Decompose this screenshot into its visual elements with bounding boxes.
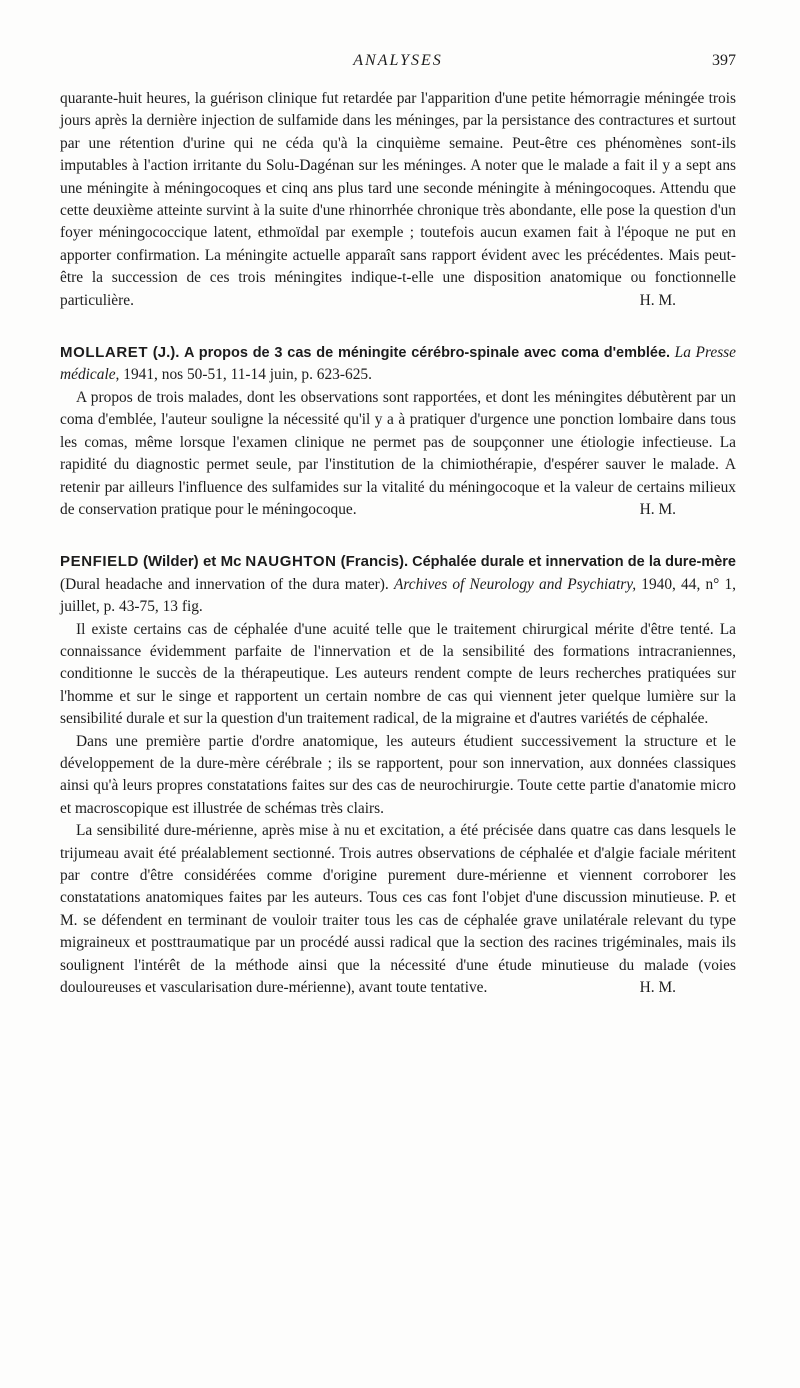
article-heading <box>60 551 736 618</box>
running-header <box>60 52 736 74</box>
article-mollaret <box>60 342 736 521</box>
author-firstname: (J.). <box>152 344 180 362</box>
article-penfield <box>60 551 736 999</box>
article-paragraph: Il existe certains cas de céphalée d'une acuité telle que le traitement chirurgical mérite d'être tenté. La connaissance évidemment parfaite de l'innervation et de la sensibilité des formations intracraniennes, conditionne le succès de la thérapeutique. Les auteurs rendent compte de leurs recherches pratiquées sur l'homme et sur le singe et rapportent un certain nombre de cas qui viennent jeter quelque lumière sur la sensibilité durale et sur la question d'un traitement radical, de la migraine et d'autres variétés de céphalée. <box>60 620 736 728</box>
article-paragraph <box>60 820 736 999</box>
title-translation: (Dural headache and innervation of the dura mater). <box>60 575 389 593</box>
intro-signature: H. M. <box>639 291 676 309</box>
page-body <box>60 88 736 999</box>
intro-text: quarante-huit heures, la guérison clinique fut retardée par l'apparition d'une petite hémorragie méningée trois jours après la dernière injection de sulfamide dans les méninges, par la persistance des contractures et surtout par une rétention d'urine qui ne céda qu'à la cinquième semaine. Peut-être ces phénomènes sont-ils imputables à l'action irritante du Solu-Dagénan sur les méninges. A noter que le malade a fait il y a sept ans une méningite à méningocoques et cinq ans plus tard une seconde méningite à méningocoques. Attendu que cette deuxième atteinte survint à la suite d'une rhinorrhée chronique très abondante, elle pose la question d'un foyer méningococcique latent, ethmoïdal par exemple ; toutefois aucun examen fait à l'époque ne put en apporter confirmation. La méningite actuelle apparaît sans rapport évident avec les précédentes. Mais peut-être la succession de ces trois méningites indique-t-elle une disposition anatomique ou fonctionnelle particulière. <box>60 90 736 309</box>
running-title: ANALYSES <box>353 52 443 69</box>
author-firstname-2: (Francis). <box>340 553 409 571</box>
article-title: Céphalée durale et innervation de la dure-mère <box>412 554 736 571</box>
article-signature: H. M. <box>639 979 676 997</box>
page-number: 397 <box>712 52 736 69</box>
article-signature: H. M. <box>639 500 676 518</box>
article-title: A propos de 3 cas de méningite cérébro-spinale avec coma d'emblée. <box>184 345 671 362</box>
author-surname: MOLLARET <box>60 344 149 362</box>
author-surname: PENFIELD <box>60 553 139 571</box>
citation: 1941, nos 50-51, 11-14 juin, p. 623-625. <box>123 366 372 384</box>
article-paragraph <box>60 387 736 521</box>
article-heading <box>60 342 736 387</box>
paragraph-text: A propos de trois malades, dont les observations sont rapportées, et dont les méningites débutèrent par un coma d'emblée, l'auteur souligne la nécessité qu'il y a à pratiquer d'urgence une ponction lombaire dans tous les comas, même lorsque l'examen clinique ne permet pas de soupçonner une étiologie infectieuse. La rapidité du diagnostic permet seule, par l'institution de la chimiothérapie, d'espérer sauver le malade. A retenir par ailleurs l'influence des sulfamides sur la vitalité du méningocoque et la valeur de certains milieux de conservation pratique pour le méningocoque. <box>60 388 736 518</box>
intro-paragraph <box>60 88 736 312</box>
paragraph-text: La sensibilité dure-mérienne, après mise à nu et excitation, a été précisée dans quatre cas dans lesquels le trijumeau avait été préalablement sectionné. Trois autres observations de céphalée et d'algie faciale méritent par contre d'être considérées comme d'origine purement dure-mérienne et viennent corroborer les constatations anatomiques faites par les auteurs. Tous ces cas font l'objet d'une discussion minutieuse. P. et M. se défendent en terminant de vouloir traiter tous les cas de céphalée grave unilatérale relevant du type migraineux et posttraumatique par un procédé aussi radical que la section des racines trigéminales, mais ils soulignent l'intérêt de la méthode ainsi que la nécessité d'une étude minutieuse du malade (voies douloureuses et vascularisation dure-mérienne), avant toute tentative. <box>60 822 736 997</box>
author-surname-2: NAUGHTON <box>245 553 337 571</box>
journal-name: Archives of Neurology and Psychiatry, <box>393 575 637 593</box>
article-paragraph: Dans une première partie d'ordre anatomique, les auteurs étudient successivement la structure et le développement de la dure-mère cérébrale ; ils se rapportent, pour son innervation, aux données classiques ainsi qu'à leurs propres constatations faites sur des cas de neurochirurgie. Toute cette partie d'anatomie micro et macroscopique est illustrée de schémas très clairs. <box>60 732 736 817</box>
citation: 1940, 44, n° 1, juillet, p. 43-75, 13 fig. <box>60 575 736 616</box>
author-firstname: (Wilder) et Mc <box>142 553 242 571</box>
journal-name: La Presse médicale, <box>60 344 736 384</box>
